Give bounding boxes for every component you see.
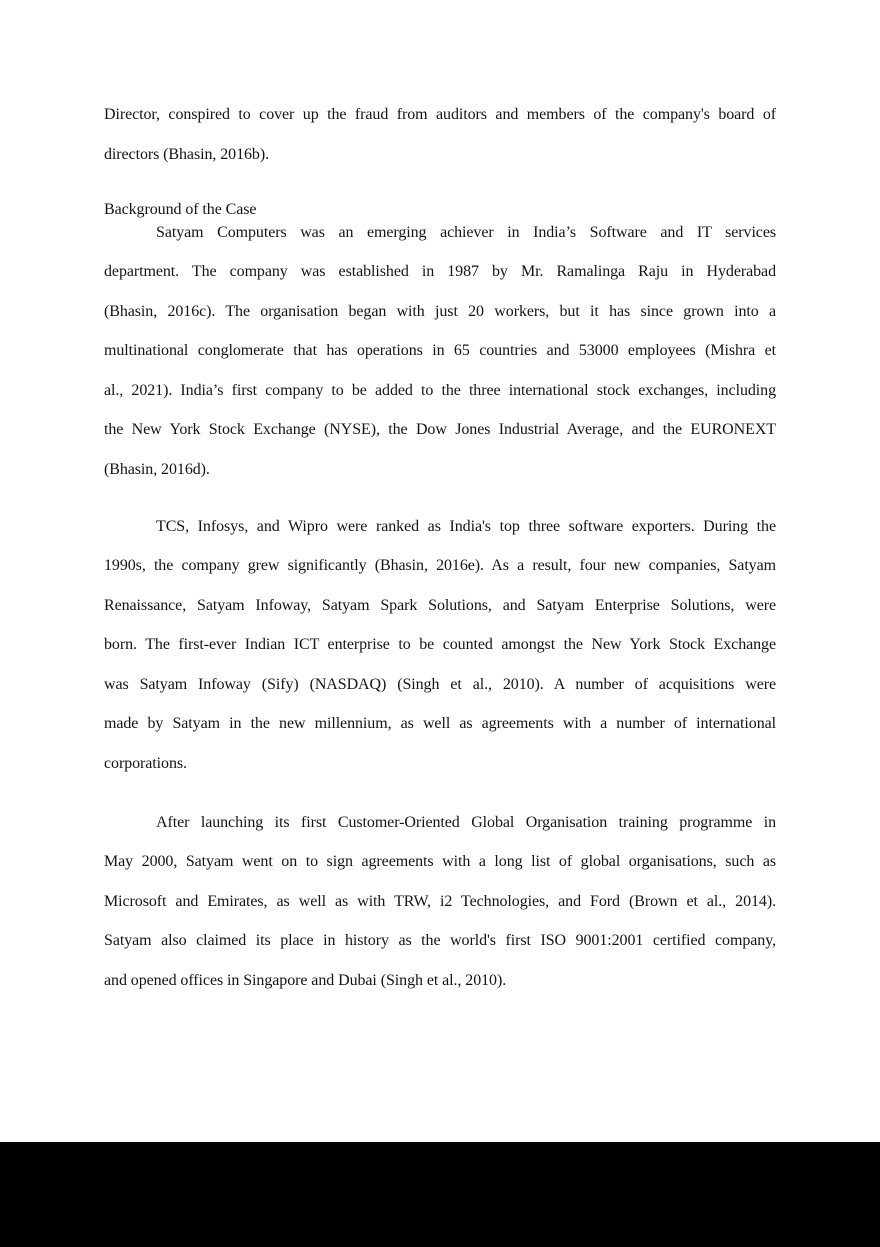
text-line: Renaissance, Satyam Infoway, Satyam Spark Solutions, and Satyam Enterprise Solutions, were [104,596,776,614]
paragraph-intro [104,95,776,174]
section-heading: Background of the Case [104,201,257,218]
text-line: TCS, Infosys, and Wipro were ranked as India's top three software exporters. During the [156,517,776,535]
text-line: made by Satyam in the new millennium, as well as agreements with a number of international [104,715,776,732]
text-line: Satyam Computers was an emerging achiever in India’s Software and IT services [156,223,776,241]
text-line: was Satyam Infoway (Sify) (NASDAQ) (Singh et al., 2010). A number of acquisitions were [104,675,776,693]
text-line: 1990s, the company grew significantly (Bhasin, 2016e). As a result, four new companies, Satyam [104,557,776,574]
text-line: and opened offices in Singapore and Dubai (Singh et al., 2010). [104,971,507,989]
text-line: al., 2021). India’s first company to be added to the three international stock exchanges, including [104,381,776,399]
paragraph-global-expansion [104,803,776,1001]
bottom-black-band [0,1142,880,1247]
document-body [104,0,776,1000]
paragraph-exporters [104,507,776,784]
text-line: directors (Bhasin, 2016b). [104,145,269,163]
text-line: multinational conglomerate that has operations in 65 countries and 53000 employees (Mishra et [104,342,776,359]
text-line: Microsoft and Emirates, as well as with TRW, i2 Technologies, and Ford (Brown et al., 2014). [104,892,776,910]
text-line: department. The company was established in 1987 by Mr. Ramalinga Raju in Hyderabad [104,263,776,280]
text-line: (Bhasin, 2016c). The organisation began with just 20 workers, but it has since grown into a [104,302,776,320]
text-line: (Bhasin, 2016d). [104,460,210,478]
text-line: May 2000, Satyam went on to sign agreements with a long list of global organisations, such as [104,853,776,870]
text-line: Director, conspired to cover up the fraud from auditors and members of the company's board of [104,106,776,123]
text-line: corporations. [104,754,187,772]
text-line: After launching its first Customer-Oriented Global Organisation training programme in [156,813,776,831]
text-line: born. The first-ever Indian ICT enterprise to be counted amongst the New York Stock Exchange [104,636,776,653]
paragraph-background [104,213,776,490]
text-line: Satyam also claimed its place in history as the world's first ISO 9001:2001 certified company, [104,932,776,949]
text-line: the New York Stock Exchange (NYSE), the Dow Jones Industrial Average, and the EURONEXT [104,421,776,438]
